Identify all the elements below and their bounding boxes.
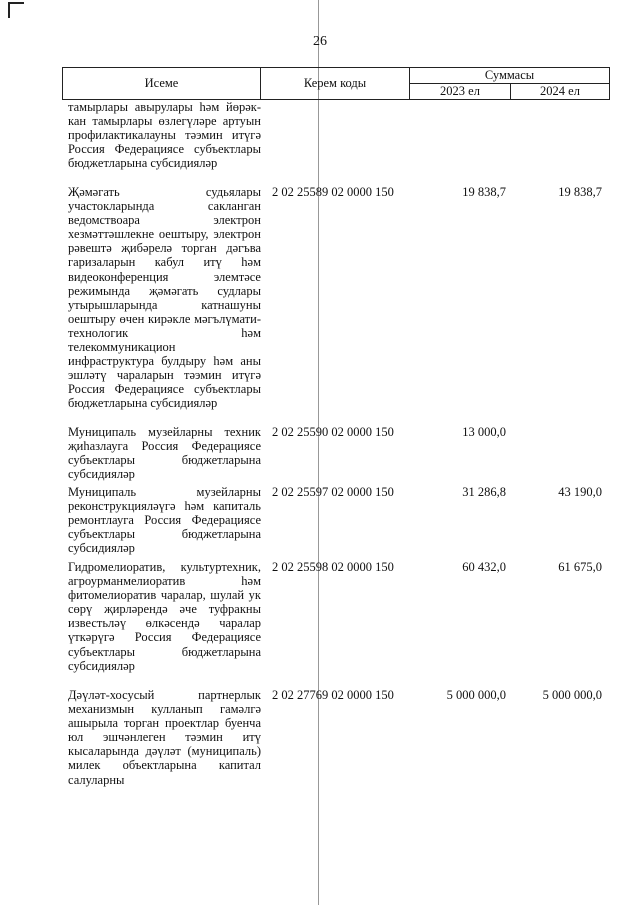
- row-value-2023: 31 286,8: [462, 485, 506, 499]
- row-value-2024: 5 000 000,0: [542, 688, 602, 702]
- row-name: Җәмәгать судьялары участокларында сакланган ведомствоара электрон хезмәттәшлекне оештыру, электрон рәвештә җибәрелә торган дәгъва гаризаларын кабул итү һәм видеоконференция элемтәсе режимында җәмәгать судлары утырышларында катнашуны оештыру өчен кирәкле мәгълүмати-технологик һәм телекоммуникацион инфраструктура булдыру һәм аны эшләтү чараларын тәэмин итүгә Россия Федерациясе субъектлары бюджетларына субсидияләр: [68, 185, 261, 411]
- table-row: [62, 485, 610, 560]
- row-value-2023: 5 000 000,0: [446, 688, 506, 702]
- header-year-2024: 2024 ел: [511, 84, 610, 100]
- row-name: Муниципаль музейларны техник җиһазлауга Россия Федерациясе субъектлары бюджетларына субсидияләр: [68, 425, 261, 482]
- row-code: 2 02 25590 02 0000 150: [272, 425, 394, 439]
- row-value-2024: 19 838,7: [558, 185, 602, 199]
- table-row: [62, 425, 610, 485]
- row-name: тамырлары авырулары һәм йөрәк-кан тамырлары өзлегүләре артуын профилактикалауны тәэмин итүгә Россия Федерациясе субъектлары бюджетларына субсидияләр: [68, 100, 261, 171]
- row-code: 2 02 27769 02 0000 150: [272, 688, 394, 702]
- table-body: [62, 100, 610, 798]
- row-name: Муниципаль музейларны реконструкцияләүгә һәм капиталь ремонтлауга Россия Федерациясе субъектлары бюджетларына субсидияләр: [68, 485, 261, 556]
- row-value-2023: 60 432,0: [462, 560, 506, 574]
- row-value-2024: 43 190,0: [558, 485, 602, 499]
- scan-corner-mark: [8, 2, 24, 18]
- header-sum-col: Суммасы: [410, 68, 610, 84]
- row-name: Гидромелиоратив, культуртехник, агроурманмелиоратив һәм фитомелиоратив чаралар, шулай ук сөрү җирләрендә әче туфракны известьләү өлкәсендә чаралар үткәрүгә Россия Федерациясе субъектлары бюджетларына субсидияләр: [68, 560, 261, 673]
- row-code: 2 02 25598 02 0000 150: [272, 560, 394, 574]
- header-name-col: Исеме: [63, 68, 261, 100]
- table-row: [62, 560, 610, 688]
- table-header: [62, 67, 610, 100]
- table-row: [62, 688, 610, 798]
- header-code-col: Керем коды: [261, 68, 410, 100]
- table-row: [62, 100, 610, 185]
- page-number: 26: [313, 34, 327, 49]
- row-value-2023: 13 000,0: [462, 425, 506, 439]
- row-value-2024: 61 675,0: [558, 560, 602, 574]
- row-name: Дәүләт-хосусый партнерлык механизмын кулланып гамәлгә ашырыла торган проектлар буенча юл эшчәнлеген тәэмин итү кысаларында дәүләт (муниципаль) милек объектларына капитал салуларны: [68, 688, 261, 787]
- header-year-2023: 2023 ел: [410, 84, 511, 100]
- table-row: [62, 185, 610, 425]
- row-code: 2 02 25597 02 0000 150: [272, 485, 394, 499]
- row-value-2023: 19 838,7: [462, 185, 506, 199]
- row-code: 2 02 25589 02 0000 150: [272, 185, 394, 199]
